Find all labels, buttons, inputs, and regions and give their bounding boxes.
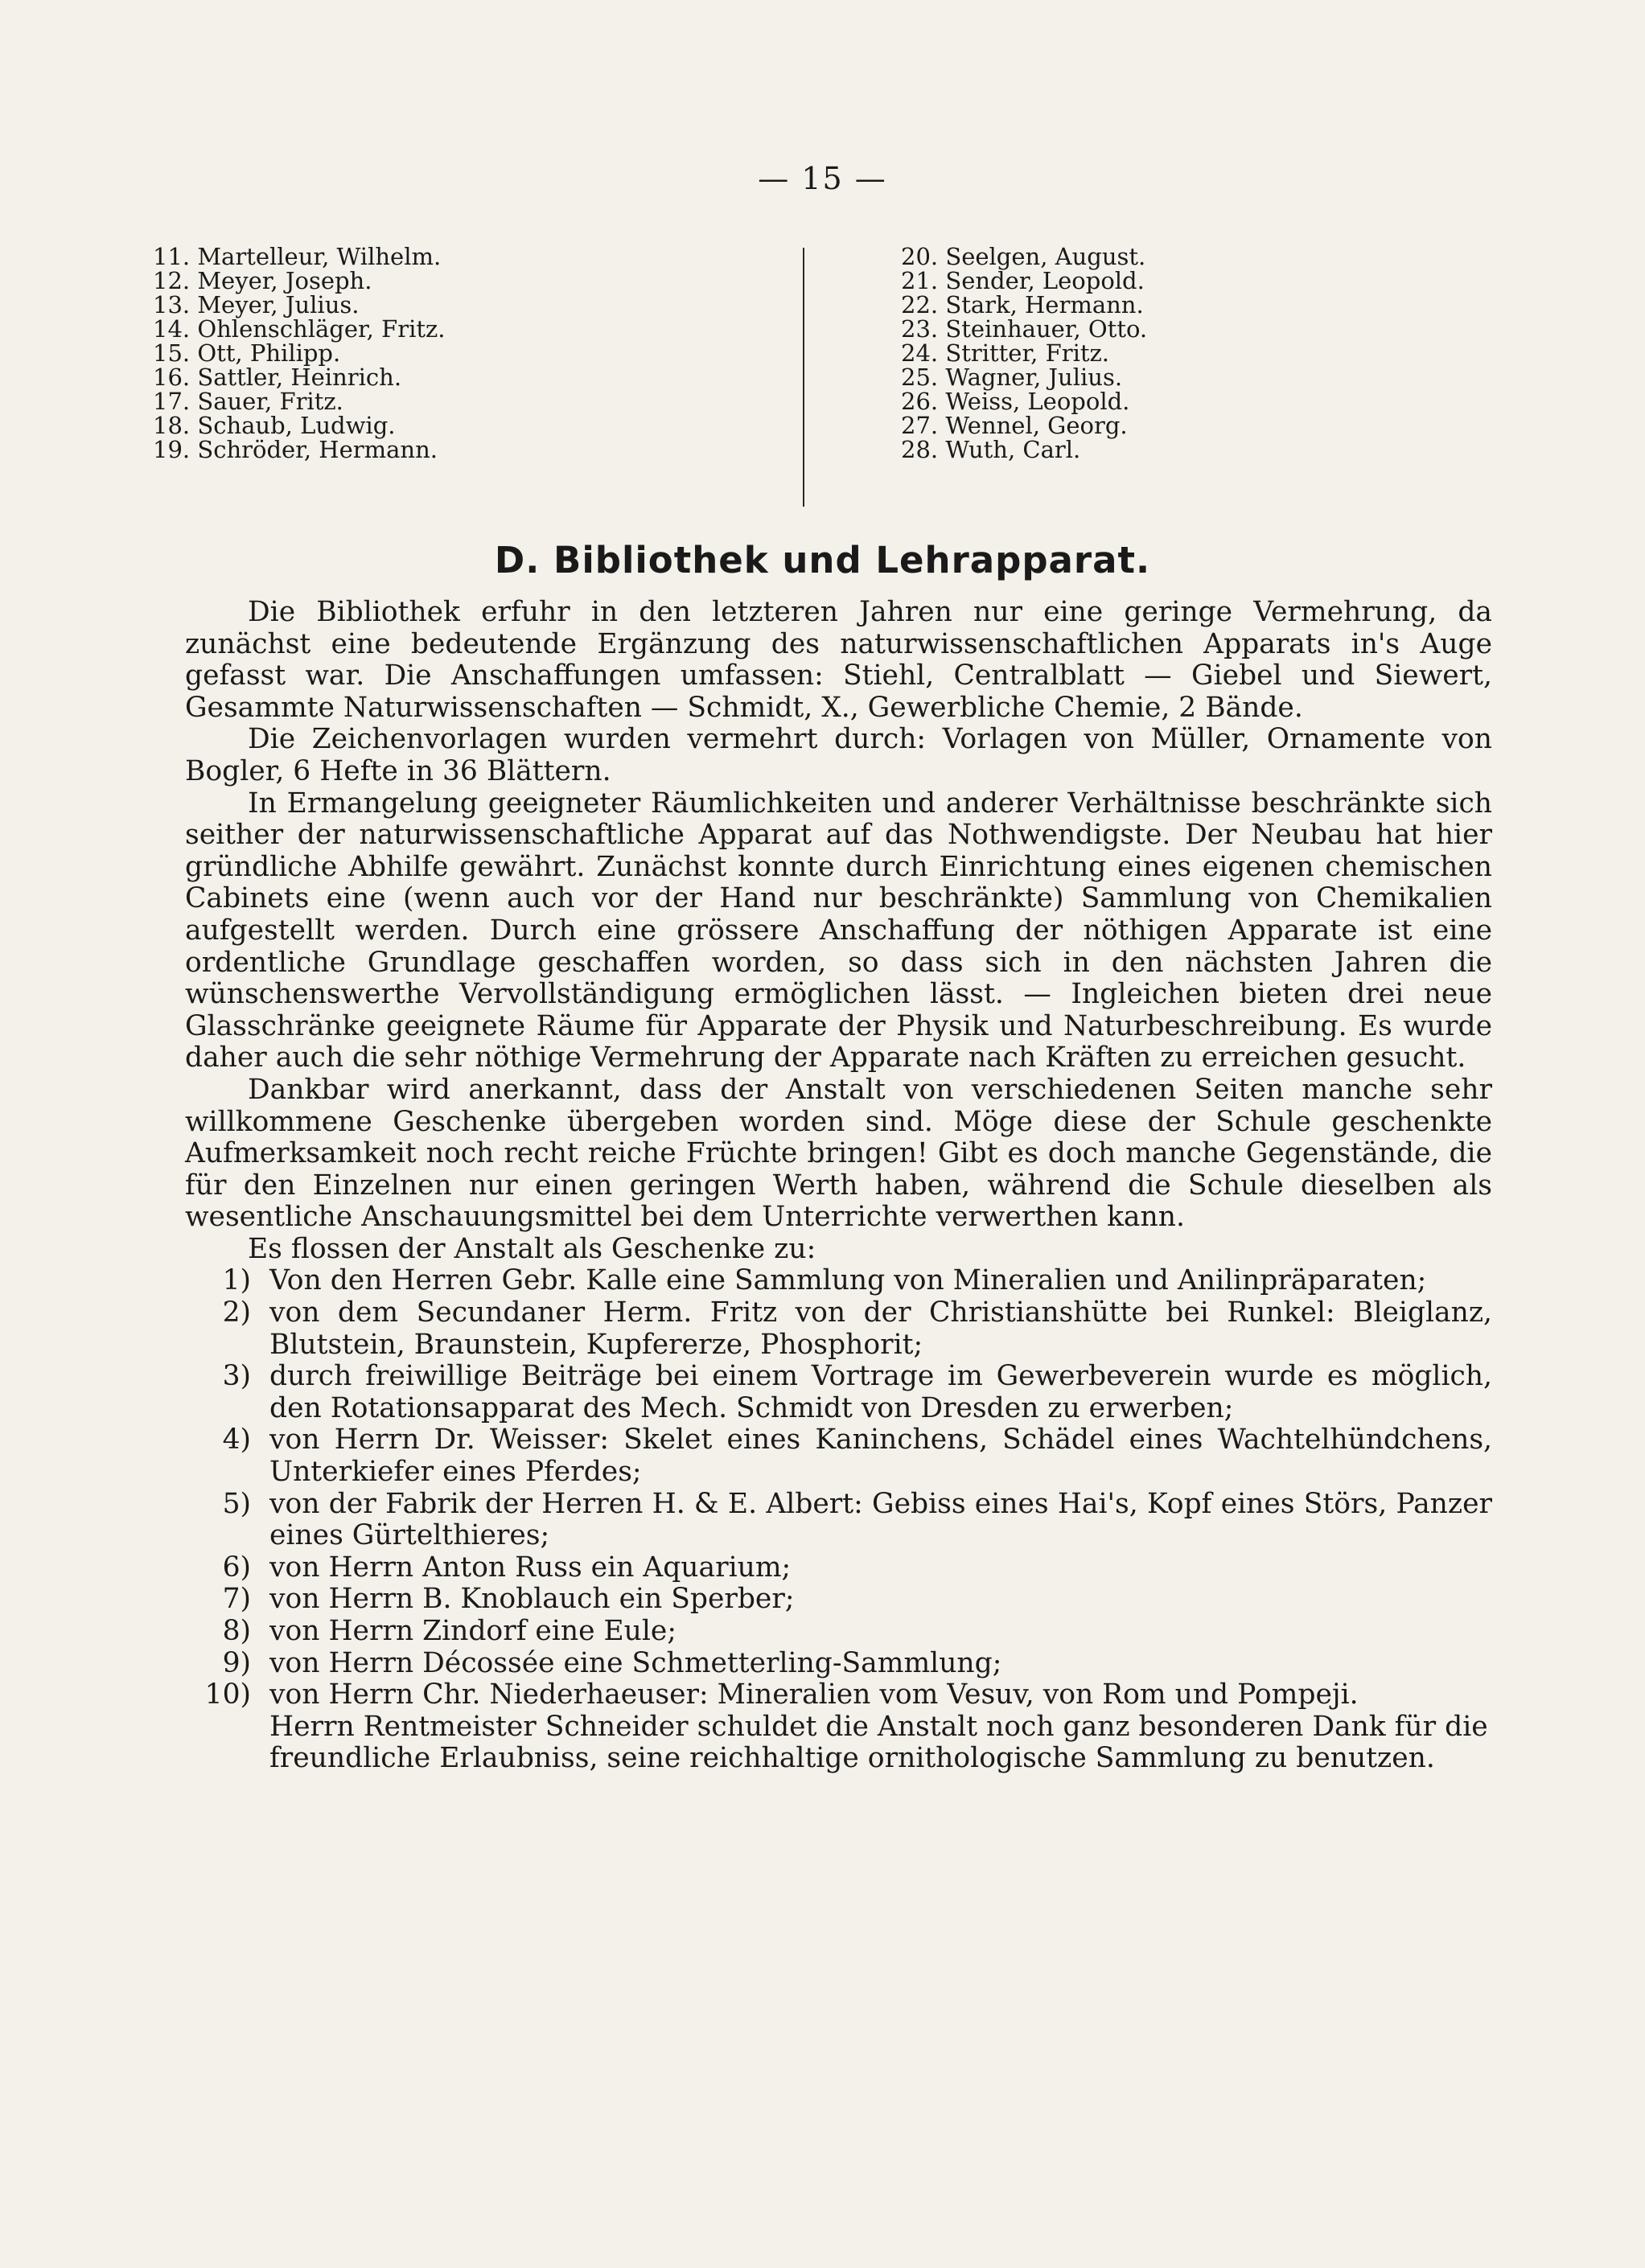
gift-item [185, 1424, 1492, 1488]
name-entry: 15. Ott, Philipp. [153, 339, 341, 367]
name-entry: 22. Stark, Hermann. [901, 291, 1144, 318]
paragraph: Dankbar wird anerkannt, dass der Anstalt von verschiedenen Seiten manche sehr willkommene Geschenke übergeben worden sind. Möge diese der Schule geschenkte Aufmerksamkeit noch recht reiche Früchte bringen! Gibt es doch manche Gegenstände, die für den Einzelnen nur einen geringen Werth haben, während die Schule dieselben als wesentliche Anschauungsmittel bei dem Unterrichte verwerthen kann. [185, 1073, 1492, 1234]
gift-item [185, 1648, 1492, 1680]
gift-number: 7) [222, 1583, 251, 1616]
name-entry: 16. Sattler, Heinrich. [153, 364, 402, 391]
name-entry: 18. Schaub, Ludwig. [153, 412, 396, 439]
gift-number: 9) [222, 1646, 251, 1679]
paragraph: Die Zeichenvorlagen wurden vermehrt durch: Vorlagen von Müller, Ornamente von Bogler, 6 Hefte in 36 Blättern. [185, 723, 1492, 787]
gift-item [185, 1584, 1492, 1616]
gift-text: von dem Secundaner Herm. Fritz von der Christianshütte bei Runkel: Bleiglanz, Blutstein, Braunstein, Kupfererze, Phosphorit; [269, 1296, 1492, 1361]
paragraph: Die Bibliothek erfuhr in den letzteren Jahren nur eine geringe Vermehrung, da zunächst eine bedeutende Ergänzung des naturwissenschaftlichen Apparats in's Auge gefasst war. Die Anschaffungen umfassen: Stiehl, Centralblatt — Giebel und Siewert, Gesammte Naturwissenschaften — Schmidt, X., Gewerbliche Chemie, 2 Bände. [185, 596, 1492, 724]
gift-item [185, 1361, 1492, 1424]
names-column-right [901, 244, 1464, 462]
name-entry: 11. Martelleur, Wilhelm. [153, 243, 442, 270]
gift-text: durch freiwillige Beiträge bei einem Vortrage im Gewerbeverein wurde es möglich, den Rotationsapparat des Mech. Schmidt von Dresden zu erwerben; [269, 1360, 1492, 1424]
paragraph: Es flossen der Anstalt als Geschenke zu: [248, 1232, 816, 1265]
name-entry: 26. Weiss, Leopold. [901, 388, 1130, 415]
gift-number: 8) [222, 1615, 251, 1647]
page-number: — 15 — [758, 161, 887, 196]
name-entry: 27. Wennel, Georg. [901, 412, 1128, 439]
name-entry: 17. Sauer, Fritz. [153, 388, 343, 415]
name-entry: 13. Meyer, Julius. [153, 291, 360, 318]
closing-paragraph [185, 1711, 1492, 1775]
gift-number: 10) [204, 1678, 251, 1711]
name-entry: 12. Meyer, Joseph. [153, 267, 372, 294]
gift-number: 4) [222, 1424, 251, 1457]
gift-list [185, 1265, 1492, 1711]
gift-item [185, 1265, 1492, 1297]
gift-number: 3) [222, 1360, 251, 1393]
body-text [185, 597, 1492, 1775]
names-column-left [153, 244, 796, 462]
column-divider [803, 248, 804, 507]
gift-item [185, 1679, 1492, 1711]
paragraph: In Ermangelung geeigneter Räumlichkeiten und anderer Verhältnisse beschränkte sich seither der naturwissenschaftliche Apparat auf das Nothwendigste. Der Neubau hat hier gründliche Abhilfe gewährt. Zunächst konnte durch Einrichtung eines eigenen chemischen Cabinets eine (wenn auch vor der Hand nur beschränkte) Sammlung von Chemikalien aufgestellt werden. Durch eine grössere Anschaffung der nöthigen Apparate ist eine ordentliche Grundlage geschaffen worden, so dass sich in den nächsten Jahren die wünschenswerthe Vervollständigung ermöglichen lässt. — Ingleichen bieten drei neue Glasschränke geeignete Räume für Apparate der Physik und Naturbeschreibung. Es wurde daher auch die sehr nöthige Vermehrung der Apparate nach Kräften zu erreichen gesucht. [185, 787, 1492, 1074]
gift-number: 2) [222, 1296, 251, 1329]
gift-text: von Herrn Zindorf eine Eule; [269, 1615, 677, 1647]
gift-number: 1) [222, 1264, 251, 1297]
name-entry: 28. Wuth, Carl. [901, 436, 1081, 463]
gift-number: 5) [222, 1487, 251, 1520]
closing-text: Herrn Rentmeister Schneider schuldet die Anstalt noch ganz besonderen Dank für die freundliche Erlaubniss, seine reichhaltige ornithologische Sammlung zu benutzen. [269, 1710, 1488, 1775]
gift-text: von Herrn Chr. Niederhaeuser: Mineralien vom Vesuv, von Rom und Pompeji. [269, 1678, 1359, 1711]
section-title: D. Bibliothek und Lehrapparat. [494, 539, 1151, 581]
name-entry: 14. Ohlenschläger, Fritz. [153, 315, 446, 343]
gift-text: von der Fabrik der Herren H. & E. Albert: Gebiss eines Hai's, Kopf eines Störs, Panzer eines Gürtelthieres; [269, 1487, 1492, 1552]
name-entry: 20. Seelgen, August. [901, 243, 1146, 270]
gift-text: von Herrn Anton Russ ein Aquarium; [269, 1551, 792, 1584]
name-entry: 19. Schröder, Hermann. [153, 436, 438, 463]
gift-item [185, 1552, 1492, 1584]
gift-item [185, 1616, 1492, 1648]
gift-text: Von den Herren Gebr. Kalle eine Sammlung von Mineralien und Anilinpräparaten; [269, 1264, 1427, 1297]
name-entry: 23. Steinhauer, Otto. [901, 315, 1148, 343]
name-entry: 25. Wagner, Julius. [901, 364, 1123, 391]
name-entry: 21. Sender, Leopold. [901, 267, 1145, 294]
gift-text: von Herrn Décossée eine Schmetterling-Sammlung; [269, 1646, 1002, 1679]
name-entry: 24. Stritter, Fritz. [901, 339, 1109, 367]
gift-number: 6) [222, 1551, 251, 1584]
gift-text: von Herrn B. Knoblauch ein Sperber; [269, 1583, 795, 1616]
gift-item [185, 1489, 1492, 1552]
gift-item [185, 1297, 1492, 1361]
gift-text: von Herrn Dr. Weisser: Skelet eines Kaninchens, Schädel eines Wachtelhündchens, Unterkiefer eines Pferdes; [269, 1424, 1492, 1489]
